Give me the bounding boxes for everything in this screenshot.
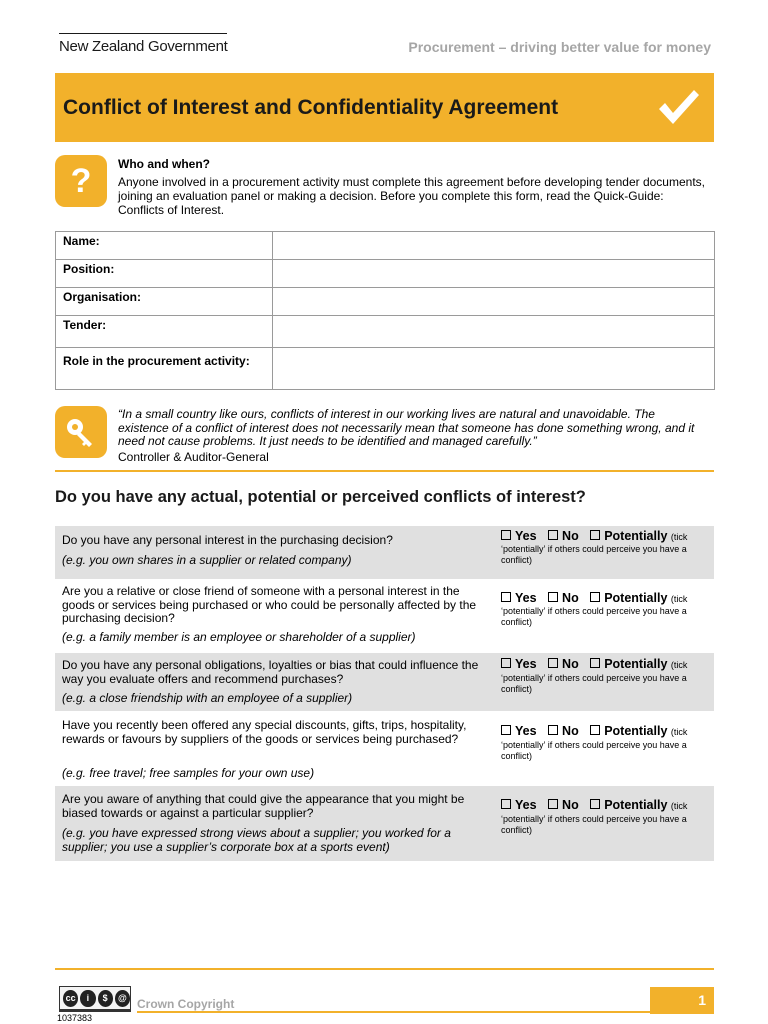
form-label: Role in the procurement activity: [56, 348, 273, 390]
check-mark-icon [656, 87, 700, 132]
answer-hint: ‘potentially’ if others could perceive you have a conflict) [501, 606, 687, 627]
form-label: Organisation: [56, 288, 273, 316]
question-example: (e.g. a family member is an employee or shareholder of a supplier) [62, 630, 416, 644]
form-row-position [56, 260, 715, 288]
form-row-role [56, 348, 715, 390]
question-text: Have you recently been offered any special discounts, gifts, trips, hospitality, rewards or favours by suppliers of the goods or services being purchased? [62, 718, 467, 746]
answer-hint: ‘potentially’ if others could perceive you have a conflict) [501, 544, 687, 565]
yes-checkbox[interactable]: Yes [501, 724, 537, 738]
yes-checkbox[interactable]: Yes [501, 529, 537, 543]
question-text: Are you aware of anything that could give the appearance that you might be biased towards or against a particular supplier? [62, 792, 465, 820]
form-row-name [56, 232, 715, 260]
intro-title: Who and when? [118, 157, 210, 171]
no-checkbox[interactable]: No [548, 529, 579, 543]
form-row-organisation [56, 288, 715, 316]
license-underline [59, 1010, 131, 1012]
question-example: (e.g. free travel; free samples for your own use) [62, 766, 315, 780]
yes-checkbox[interactable]: Yes [501, 657, 537, 671]
potentially-checkbox[interactable]: Potentially [590, 591, 667, 605]
name-field[interactable] [273, 232, 715, 260]
answer-options [501, 529, 687, 543]
footer-divider [55, 968, 714, 970]
quote-attribution: Controller & Auditor-General [118, 450, 269, 464]
potentially-checkbox[interactable]: Potentially [590, 657, 667, 671]
page-number: 1 [698, 992, 706, 1008]
question-example: (e.g. you have expressed strong views about a supplier; you worked for a supplier; you use a supplier’s corporate box at a sports event) [62, 826, 451, 854]
yes-checkbox[interactable]: Yes [501, 798, 537, 812]
answer-options [501, 657, 687, 671]
intro-text: Anyone involved in a procurement activity must complete this agreement before developing tender documents, joining an evaluation panel or making a decision. Before you complete this form, read the Quick-Guide: Conflicts of Interest. [118, 175, 705, 217]
potentially-checkbox[interactable]: Potentially [590, 724, 667, 738]
tick-note: (tick [670, 727, 688, 737]
position-field[interactable] [273, 260, 715, 288]
header-tagline: Procurement – driving better value for money [408, 39, 711, 55]
government-logo [59, 38, 228, 55]
answer-hint: ‘potentially’ if others could perceive you have a conflict) [501, 673, 687, 694]
key-icon [55, 406, 107, 458]
answer-options [501, 798, 687, 812]
question-row [55, 579, 714, 652]
answer-hint: ‘potentially’ if others could perceive you have a conflict) [501, 740, 687, 761]
no-checkbox[interactable]: No [548, 657, 579, 671]
page-number-tab [650, 987, 714, 1014]
form-label: Position: [56, 260, 273, 288]
form-row-tender [56, 316, 715, 348]
title-banner [55, 73, 714, 142]
no-checkbox[interactable]: No [548, 798, 579, 812]
potentially-checkbox[interactable]: Potentially [590, 529, 667, 543]
quote-text: “In a small country like ours, conflicts of interest in our working lives are natural and unavoidable. The existence of a conflict of interest does not necessarily mean that someone has done something wrong, and it need not cause problems. It just needs to be identified and managed carefully.” [118, 407, 695, 448]
tick-note: (tick [670, 594, 688, 604]
no-checkbox[interactable]: No [548, 724, 579, 738]
question-example: (e.g. a close friendship with an employee of a supplier) [62, 691, 353, 705]
question-text: Are you a relative or close friend of someone with a personal interest in the goods or services being purchased or who could be personally affected by the purchasing decision? [62, 584, 477, 625]
yes-checkbox[interactable]: Yes [501, 591, 537, 605]
section-divider [55, 470, 714, 472]
question-example: (e.g. you own shares in a supplier or related company) [62, 553, 352, 567]
tick-note: (tick [670, 532, 688, 542]
answer-options [501, 724, 687, 738]
copyright-text: Crown Copyright [137, 997, 235, 1011]
tick-note: (tick [670, 660, 688, 670]
document-number: 1037383 [57, 1013, 93, 1023]
answer-options [501, 591, 687, 605]
question-row [55, 786, 714, 861]
question-text: Do you have any personal obligations, loyalties or bias that could influence the way you evaluate offers and recommend purchases? [62, 658, 479, 686]
question-mark-icon: ? [55, 155, 107, 207]
creative-commons-by-nc-sa-icon: cc i $ @ [59, 986, 131, 1010]
question-row [55, 712, 714, 785]
tender-field[interactable] [273, 316, 715, 348]
details-form [55, 231, 715, 390]
question-row [55, 526, 714, 579]
government-logo-text: New Zealand Government [59, 38, 228, 55]
page-title: Conflict of Interest and Confidentiality Agreement [63, 96, 559, 119]
no-checkbox[interactable]: No [548, 591, 579, 605]
role-field[interactable] [273, 348, 715, 390]
potentially-checkbox[interactable]: Potentially [590, 798, 667, 812]
organisation-field[interactable] [273, 288, 715, 316]
footer-line [137, 1011, 714, 1013]
form-label: Tender: [56, 316, 273, 348]
questions-heading: Do you have any actual, potential or perceived conflicts of interest? [55, 488, 586, 506]
form-label: Name: [56, 232, 273, 260]
question-row [55, 653, 714, 711]
question-text: Do you have any personal interest in the purchasing decision? [62, 533, 393, 547]
answer-hint: ‘potentially’ if others could perceive you have a conflict) [501, 814, 687, 835]
tick-note: (tick [670, 801, 688, 811]
